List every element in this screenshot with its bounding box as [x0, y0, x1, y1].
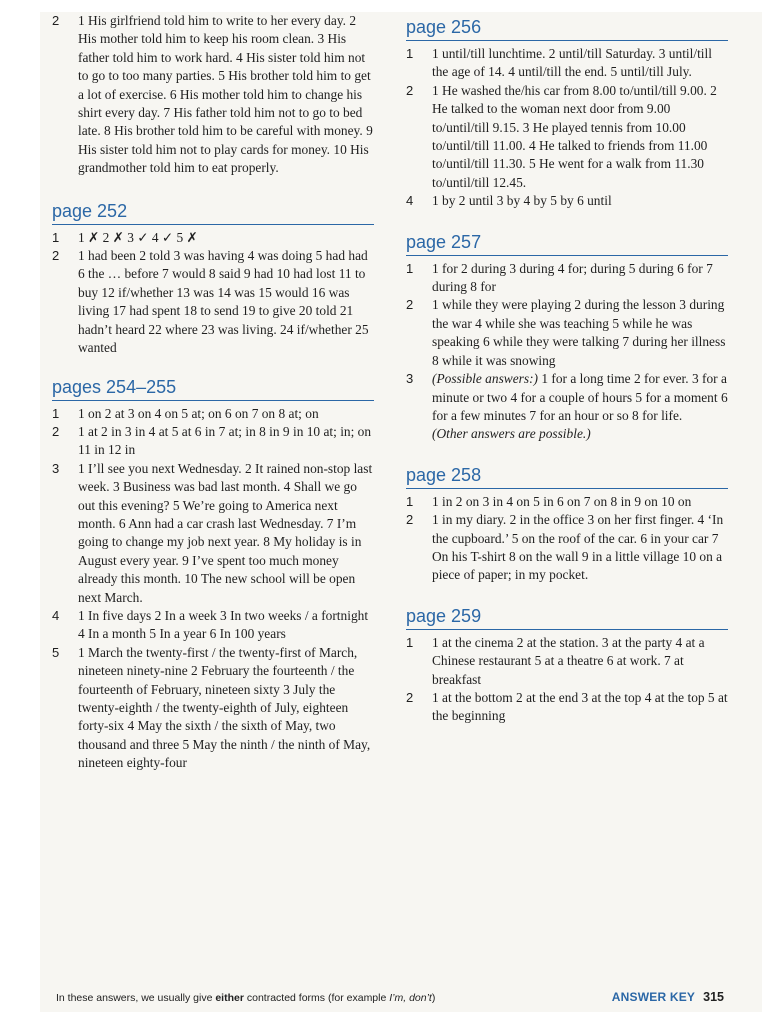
exercise-number: 3: [406, 371, 414, 387]
exercise: [406, 192, 728, 210]
footer-note-bold: either: [215, 992, 244, 1004]
exercise-answers: 1 at the bottom 2 at the end 3 at the top 4 at the top 5 at the beginning: [432, 689, 728, 724]
exercise-answers: 1 in 2 on 3 in 4 on 5 in 6 on 7 on 8 in 9 on 10 on: [432, 493, 692, 509]
exercise-number: 1: [406, 260, 414, 276]
exercise-answers: 1 March the twenty-first / the twenty-first of March, nineteen ninety-nine 2 February the fourteenth / the fourteenth of February, nineteen sixty 3 July the twenty-eighth / the twenty-eighth of July, eighteen forty-six 4 May the sixth / the sixth of May, two thousand and three 5 May the ninth / the ninth of May, nineteen eighty-four: [78, 644, 371, 771]
exercise-answers: 1 by 2 until 3 by 4 by 5 by 6 until: [432, 193, 612, 209]
other-answers-note: (Other answers are possible.): [432, 426, 591, 442]
footer-note-part: contracted forms (for example: [243, 992, 390, 1004]
section-label: ANSWER KEY: [611, 990, 696, 1004]
exercise: [406, 493, 728, 511]
exercise: [52, 460, 374, 607]
exercise: [406, 260, 728, 297]
exercise: [406, 511, 728, 585]
section-heading: page 256: [406, 16, 728, 41]
section-page-259: [406, 605, 728, 726]
exercise-number: 2: [52, 248, 60, 264]
exercise-answers: 1 I’ll see you next Wednesday. 2 It rained non-stop last week. 3 Business was bad last month. 4 Shall we go out this evening? 5 We’re going to America next month. 6 Ann had a car crash last Wednesday. 7 I’m going to change my job next year. 8 My holiday is in August every year. 9 I’ve spent too much money already this month. 10 The new school will be open next March.: [78, 460, 373, 605]
exercise-number: 2: [406, 297, 414, 313]
exercise-answers: [432, 370, 728, 444]
exercise-number: 2: [406, 512, 414, 528]
exercise: [406, 370, 728, 444]
possible-answers-note: (Possible answers:): [432, 371, 539, 387]
exercise-answers: 1 at the cinema 2 at the station. 3 at the party 4 at a Chinese restaurant 5 at a theatre 6 at work. 7 at breakfast: [432, 634, 705, 687]
footer-note-part: In these answers, we usually give: [56, 992, 216, 1004]
page-footer: [56, 990, 724, 1004]
exercise-answers: 1 on 2 at 3 on 4 on 5 at; on 6 on 7 on 8 at; on: [78, 405, 319, 421]
exercise: [52, 644, 374, 773]
section-page-257: [406, 231, 728, 444]
right-column: [406, 16, 728, 726]
exercise: [406, 689, 728, 726]
page-number: 315: [703, 990, 724, 1004]
exercise-number: 2: [406, 689, 414, 705]
exercise: [52, 423, 374, 460]
exercise: [52, 229, 374, 247]
exercise-answers: 1 until/till lunchtime. 2 until/till Saturday. 3 until/till the age of 14. 4 until/till the end. 5 until/till July.: [432, 46, 712, 80]
exercise-number: 3: [52, 460, 60, 476]
section-heading: page 252: [52, 200, 374, 225]
exercise-number: 1: [406, 634, 414, 650]
exercise-number: 5: [52, 644, 60, 660]
exercise-number: 1: [406, 493, 414, 509]
exercise-answers: 1 had been 2 told 3 was having 4 was doing 5 had had 6 the … before 7 would 8 said 9 had 10 had lost 11 to buy 12 if/whether 13 was 14 was 15 would 16 was living 17 had spent 18 to send 19 to give 20 told 21 hadn’t heard 22 where 23 was living. 24 if/whether 25 wanted: [78, 248, 369, 356]
section-page-258: [406, 464, 728, 585]
exercise-answers: 1 His girlfriend told him to write to her every day. 2 His mother told him to keep his room clean. 3 His father told him to work hard. 4 His sister told him not to go to too many parties. 5 His brother told him to get a lot of exercise. 6 His mother told him to change his shirt every day. 7 His father told him not to go to bed late. 8 His brother told him to be careful with money. 9 His sister told him not to play cards for money. 10 His grandmother told him to eat properly.: [78, 13, 373, 176]
exercise: [52, 247, 374, 357]
exercise-number: 1: [52, 229, 60, 245]
exercise: [406, 45, 728, 82]
exercise-carryover: [52, 12, 374, 178]
exercise-number: 2: [52, 13, 60, 28]
left-column: [52, 12, 374, 773]
footer-note-part: ): [431, 992, 436, 1004]
section-heading: pages 254–255: [52, 376, 374, 401]
exercise: [406, 634, 728, 689]
exercise-number: 2: [52, 423, 60, 439]
section-heading: page 259: [406, 605, 728, 630]
section-pages-254-255: [52, 376, 374, 773]
exercise: [52, 405, 374, 423]
exercise: [406, 296, 728, 370]
exercise-answers: 1 while they were playing 2 during the lesson 3 during the war 4 while she was teaching 5 while he was speaking 6 while they were talking 7 during her illness 8 while it was snowing: [432, 297, 726, 368]
exercise-answers: 1 at 2 in 3 in 4 at 5 at 6 in 7 at; in 8 in 9 in 10 at; in; on 11 in 12 in: [78, 423, 372, 458]
footer-note-example: I’m, don’t: [389, 992, 432, 1004]
footer-note: [56, 992, 435, 1004]
exercise-number: 2: [406, 82, 414, 98]
answers-text: 1 for a long time 2 for ever. 3 for a minute or two 4 for a couple of hours 5 for a moment 6 for a few minutes 7 for an hour or so 8 for life.: [432, 371, 728, 423]
exercise-answers: 1 in my diary. 2 in the office 3 on her first finger. 4 ‘In the cupboard.’ 5 on the roof of the car. 6 in your car 7 On his T-shirt 8 on the wall 9 in a little village 10 on a piece of paper; in my pocket.: [432, 512, 724, 583]
section-heading: page 258: [406, 464, 728, 489]
exercise-number: 1: [406, 46, 414, 61]
exercise-number: 4: [52, 607, 60, 623]
section-page-252: [52, 200, 374, 358]
exercise-number: 1: [52, 405, 60, 421]
section-page-256: [406, 16, 728, 211]
section-heading: page 257: [406, 231, 728, 256]
exercise-answers: 1 In five days 2 In a week 3 In two weeks / a fortnight 4 In a month 5 In a year 6 In 100 years: [78, 607, 369, 642]
exercise: [52, 607, 374, 644]
exercise: [406, 82, 728, 192]
exercise-answers: 1 He washed the/his car from 8.00 to/until/till 9.00. 2 He talked to the woman next door from 9.00 to/until/till 9.15. 3 He played tennis from 10.00 to/until/till 11.00. 4 He talked to friends from 11.00 to/until/till 11.30. 5 He went for a walk from 11.30 to/until/till 12.45.: [432, 82, 717, 190]
exercise-answers: 1 ✗ 2 ✗ 3 ✓ 4 ✓ 5 ✗: [78, 229, 198, 245]
exercise-answers: 1 for 2 during 3 during 4 for; during 5 during 6 for 7 during 8 for: [432, 260, 713, 295]
exercise-number: 4: [406, 193, 414, 209]
